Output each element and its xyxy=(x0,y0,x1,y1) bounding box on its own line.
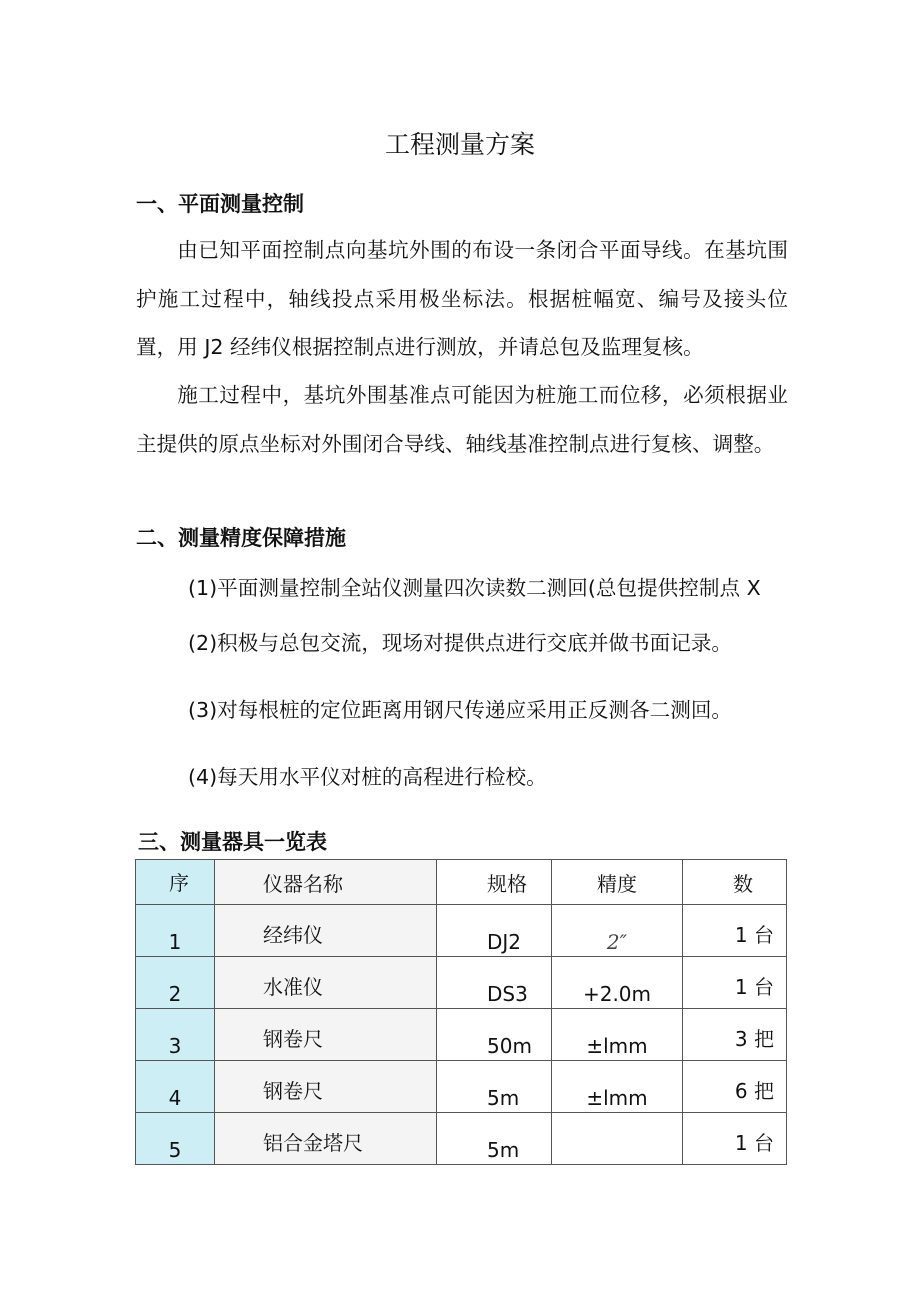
measure-item-1: (1)平面测量控制全站仪测量四次读数二测回(总包提供控制点 X xyxy=(188,576,761,600)
table-row xyxy=(136,905,787,957)
cell-qty: 1 台 xyxy=(683,957,787,1009)
paragraph-plane-control-1: 由已知平面控制点向基坑外围的布设一条闭合平面导线。在基坑围护施工过程中，轴线投点采用极坐标法。根据桩幅宽、编号及接头位置，用 J2 经纬仪根据控制点进行测放，并请总包及监理复核。 xyxy=(136,238,788,359)
paragraph-plane-control-2: 施工过程中，基坑外围基准点可能因为桩施工而位移，必须根据业主提供的原点坐标对外围闭合导线、轴线基准控制点进行复核、调整。 xyxy=(136,383,788,456)
cell-precision: 2″ xyxy=(552,905,683,957)
cell-seq: 2 xyxy=(136,957,215,1009)
cell-name: 铝合金塔尺 xyxy=(215,1113,437,1165)
table-row xyxy=(136,1113,787,1165)
measure-item-2: (2)积极与总包交流，现场对提供点进行交底并做书面记录。 xyxy=(188,631,733,655)
cell-spec: 5m xyxy=(437,1113,552,1165)
cell-spec: DJ2 xyxy=(437,905,552,957)
cell-precision: ±lmm xyxy=(552,1061,683,1113)
cell-name: 经纬仪 xyxy=(215,905,437,957)
section-heading-plane-control: 一、平面测量控制 xyxy=(136,192,304,216)
cell-precision: +2.0m xyxy=(552,957,683,1009)
cell-spec: 5m xyxy=(437,1061,552,1113)
header-seq: 序 xyxy=(136,860,215,905)
cell-qty: 1 台 xyxy=(683,905,787,957)
cell-name: 钢卷尺 xyxy=(215,1061,437,1113)
cell-precision: ±lmm xyxy=(552,1009,683,1061)
table-row xyxy=(136,1009,787,1061)
page-title: 工程测量方案 xyxy=(384,130,535,159)
cell-seq: 3 xyxy=(136,1009,215,1061)
cell-seq: 5 xyxy=(136,1113,215,1165)
table-row xyxy=(136,957,787,1009)
table-row xyxy=(136,1061,787,1113)
header-name: 仪器名称 xyxy=(215,860,437,905)
table-header-row xyxy=(136,860,787,905)
section-heading-precision-measures: 二、测量精度保障措施 xyxy=(136,526,346,550)
cell-qty: 1 台 xyxy=(683,1113,787,1165)
cell-name: 钢卷尺 xyxy=(215,1009,437,1061)
cell-seq: 1 xyxy=(136,905,215,957)
header-spec: 规格 xyxy=(437,860,552,905)
cell-name: 水准仪 xyxy=(215,957,437,1009)
measure-item-4: (4)每天用水平仪对桩的高程进行检校。 xyxy=(188,765,547,789)
cell-precision xyxy=(552,1113,683,1165)
header-precision: 精度 xyxy=(552,860,683,905)
measure-item-3: (3)对每根桩的定位距离用钢尺传递应采用正反测各二测回。 xyxy=(188,698,733,722)
cell-spec: DS3 xyxy=(437,957,552,1009)
cell-qty: 3 把 xyxy=(683,1009,787,1061)
cell-qty: 6 把 xyxy=(683,1061,787,1113)
section-heading-instrument-list: 三、测量器具一览表 xyxy=(138,830,327,854)
instrument-table xyxy=(135,859,787,1165)
header-qty: 数 xyxy=(683,860,787,905)
cell-seq: 4 xyxy=(136,1061,215,1113)
cell-spec: 50m xyxy=(437,1009,552,1061)
